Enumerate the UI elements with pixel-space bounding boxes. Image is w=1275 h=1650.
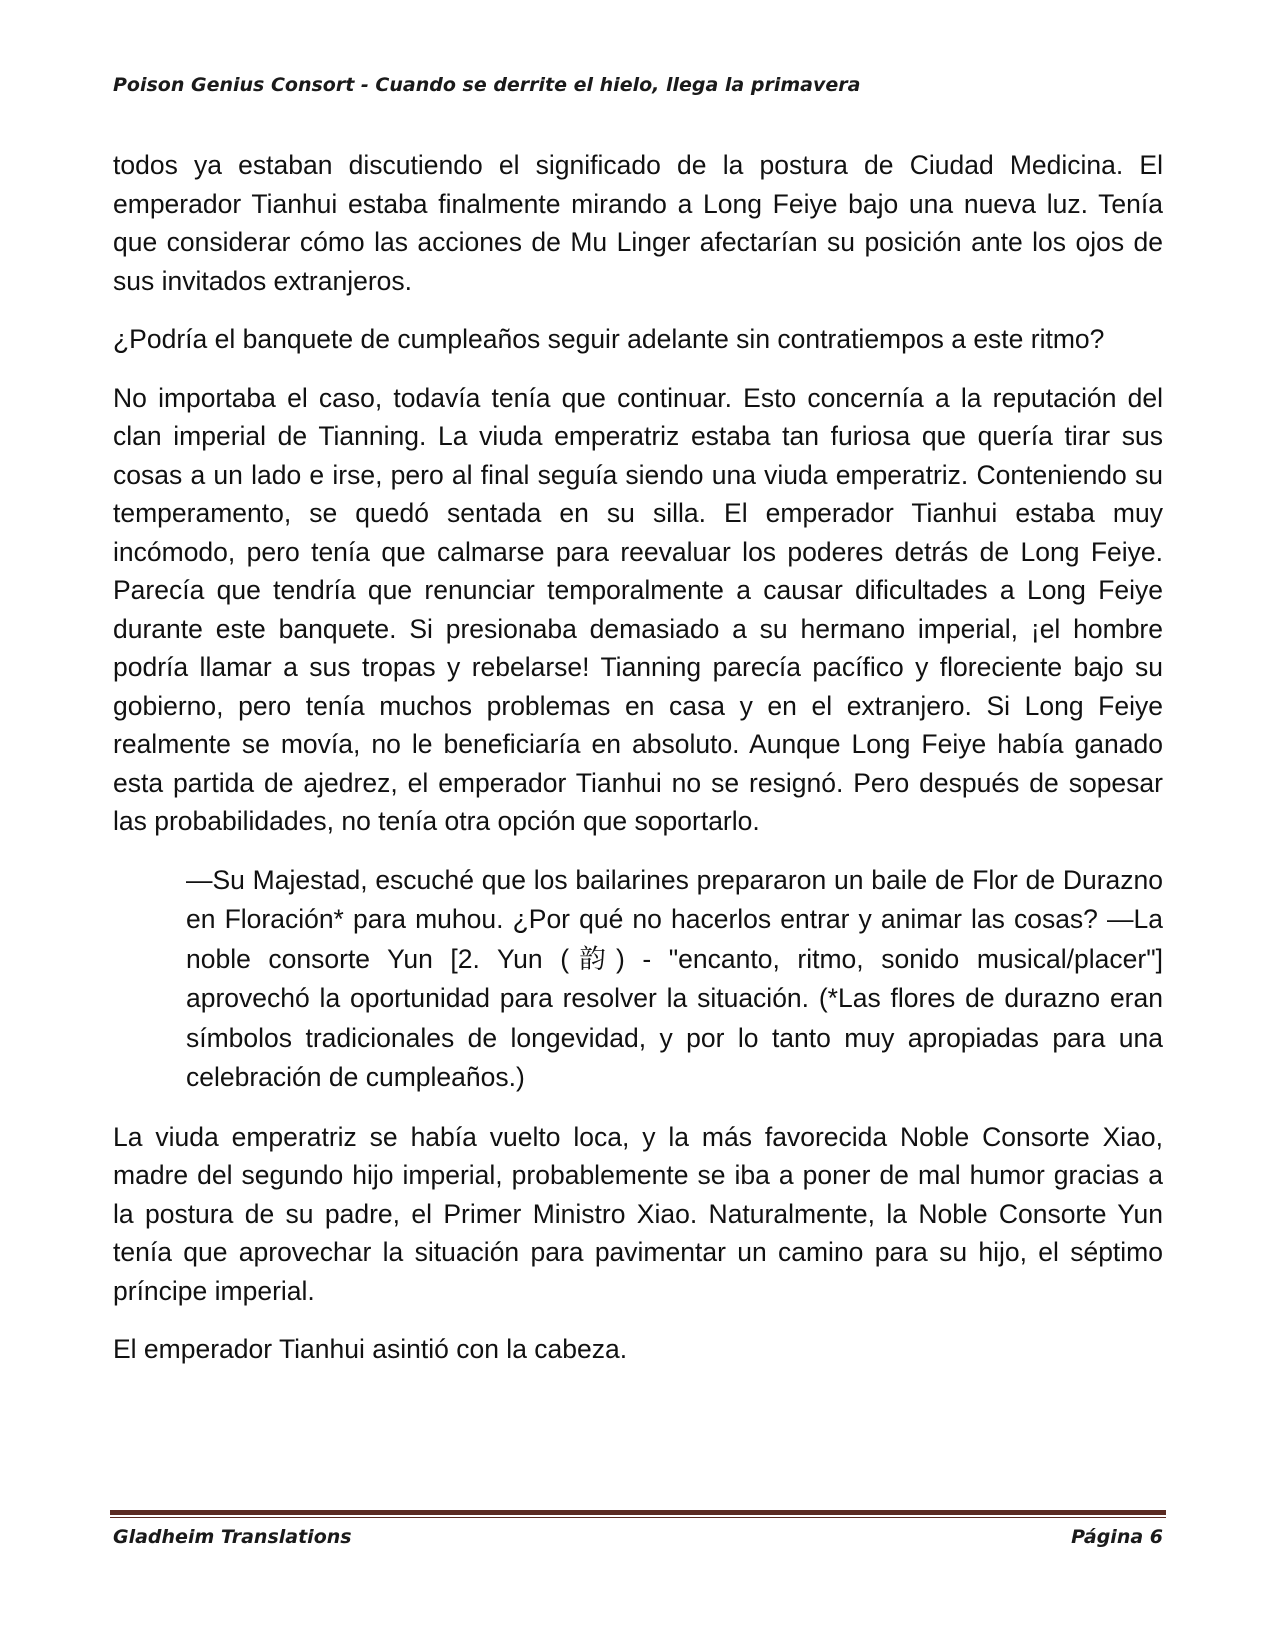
page-number: Página 6 bbox=[1071, 1526, 1163, 1548]
footer-divider-thick bbox=[110, 1510, 1166, 1515]
footer-divider-thin bbox=[110, 1517, 1166, 1518]
running-header: Poison Genius Consort - Cuando se derrite el hielo, llega la primavera bbox=[113, 74, 861, 96]
paragraph: No importaba el caso, todavía tenía que continuar. Esto concernía a la reputación del clan imperial de Tianning. La viuda emperatriz estaba tan furiosa que quería tirar sus cosas a un lado e irse, pero al final seguía siendo una viuda emperatriz. Conteniendo su temperamento, se quedó sentada en su silla. El emperador Tianhui estaba muy incómodo, pero tenía que calmarse para reevaluar los poderes detrás de Long Feiye. Parecía que tendría que renunciar temporalmente a causar dificultades a Long Feiye durante este banquete. Si presionaba demasiado a su hermano imperial, ¡el hombre podría llamar a sus tropas y rebelarse! Tianning parecía pacífico y floreciente bajo su gobierno, pero tenía muchos problemas en casa y en el extranjero. Si Long Feiye realmente se movía, no le beneficiaría en absoluto. Aunque Long Feiye había ganado esta partida de ajedrez, el emperador Tianhui no se resignó. Pero después de sopesar las probabilidades, no tenía otra opción que soportarlo. bbox=[113, 382, 1163, 836]
paragraph: La viuda emperatriz se había vuelto loca, y la más favorecida Noble Consorte Xiao, madre del segundo hijo imperial, probablemente se iba a poner de mal humor gracias a la postura de su padre, el Primer Ministro Xiao. Naturalmente, la Noble Consorte Yun tenía que aprovechar la situación para pavimentar un camino para su hijo, el séptimo príncipe imperial. bbox=[113, 1121, 1163, 1306]
footer-publisher: Gladheim Translations bbox=[113, 1526, 352, 1548]
paragraph: ¿Podría el banquete de cumpleaños seguir adelante sin contratiempos a este ritmo? bbox=[113, 324, 1105, 354]
dialogue-paragraph: —Su Majestad, escuché que los bailarines prepararon un baile de Flor de Durazno en Floración* para muhou. ¿Por qué no hacerlos entrar y animar las cosas? —La noble consorte Yun [2. Yun (韵) - "encanto, ritmo, sonido musical/placer"] aprovechó la oportunidad para resolver la situación. (*Las flores de durazno eran símbolos tradicionales de longevidad, y por lo tanto muy apropiadas para una celebración de cumpleaños.) bbox=[186, 864, 1163, 1092]
footer-divider bbox=[110, 1510, 1166, 1518]
paragraph: El emperador Tianhui asintió con la cabeza. bbox=[113, 1334, 628, 1364]
body-text bbox=[113, 146, 1163, 1389]
paragraph: todos ya estaban discutiendo el significado de la postura de Ciudad Medicina. El emperador Tianhui estaba finalmente mirando a Long Feiye bajo una nueva luz. Tenía que considerar cómo las acciones de Mu Linger afectarían su posición ante los ojos de sus invitados extranjeros. bbox=[113, 150, 1163, 296]
